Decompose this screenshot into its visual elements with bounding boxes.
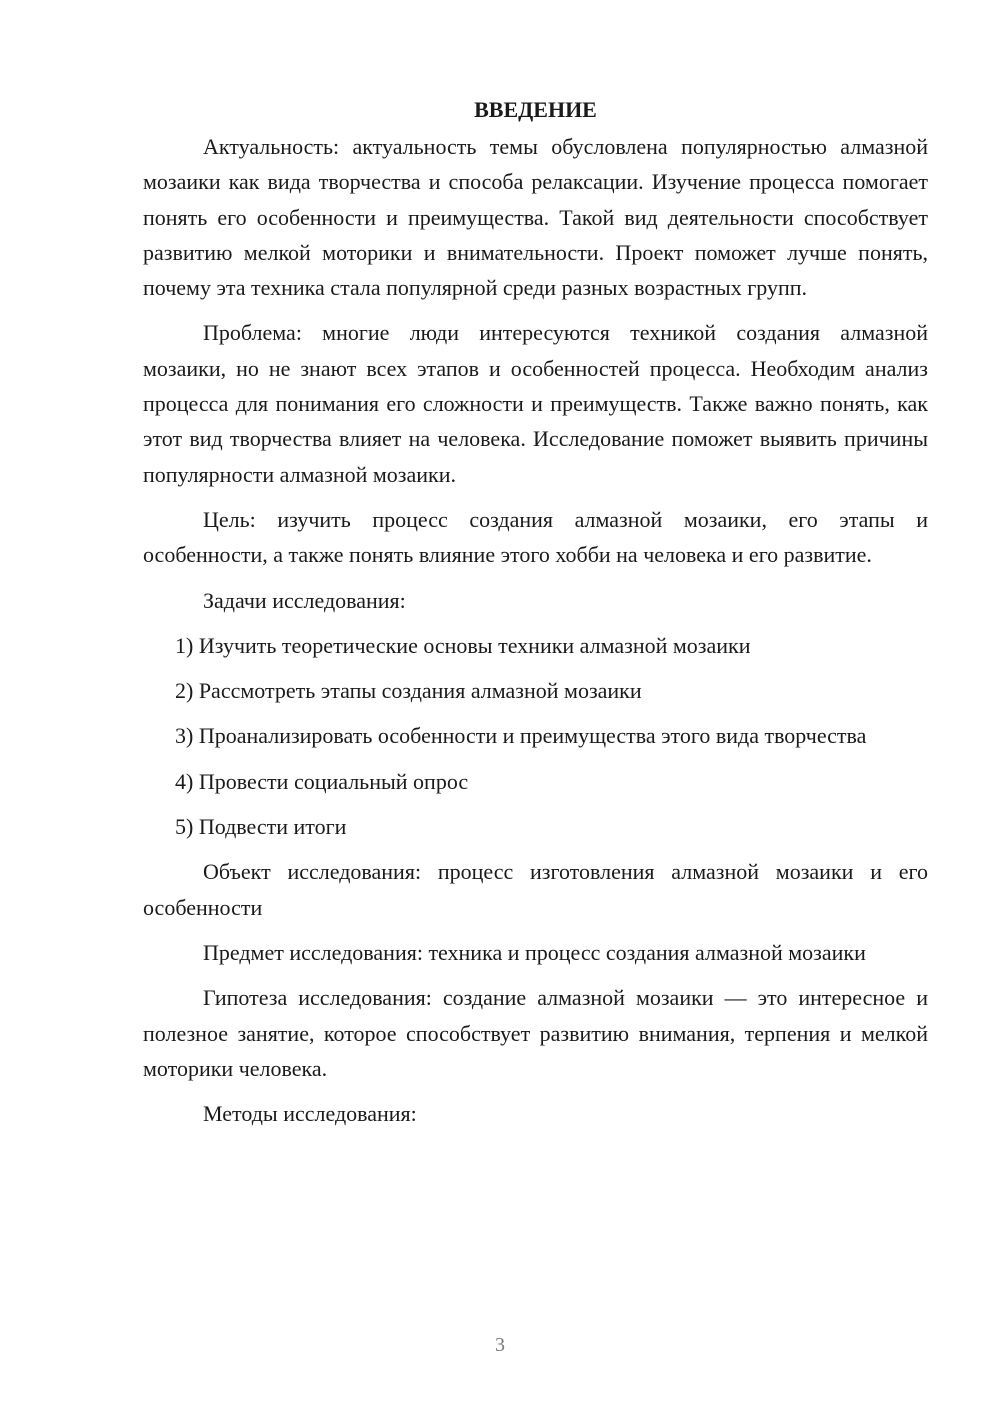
goal-paragraph: Цель: изучить процесс создания алмазной мозаики, его этапы и особенности, а также понять влияние этого хобби на человека и его развитие. — [143, 506, 928, 568]
tasks-heading: Задачи исследования: — [203, 587, 406, 613]
list-item: 5) Подвести итоги — [175, 814, 347, 840]
page-number: 3 — [495, 1334, 505, 1356]
list-item: 3) Проанализировать особенности и преимущества этого вида творчества — [175, 723, 867, 749]
problem-paragraph: Проблема: многие люди интересуются техникой создания алмазной мозаики, но не знают всех этапов и особенностей процесса. Необходим анализ процесса для понимания его сложности и преимуществ. Также важно понять, как этот вид творчества влияет на человека. Исследование поможет выявить причины популярности алмазной мозаики. — [143, 320, 928, 487]
relevance-paragraph: Актуальность: актуальность темы обусловлена популярностью алмазной мозаики как вида творчества и способа релаксации. Изучение процесса помогает понять его особенности и преимущества. Такой вид деятельности способствует развитию мелкой моторики и внимательности. Проект поможет лучше понять, почему эта техника стала популярной среди разных возрастных групп. — [143, 134, 928, 301]
object-paragraph: Объект исследования: процесс изготовления алмазной мозаики и его особенности — [143, 859, 928, 920]
list-item: 4) Провести социальный опрос — [175, 768, 469, 794]
subject-paragraph: Предмет исследования: техника и процесс создания алмазной мозаики — [203, 939, 866, 965]
list-item: 1) Изучить теоретические основы техники алмазной мозаики — [175, 632, 751, 658]
page-title: ВВЕДЕНИЕ — [474, 97, 597, 122]
methods-heading: Методы исследования: — [203, 1101, 417, 1127]
list-item: 2) Рассмотреть этапы создания алмазной мозаики — [175, 678, 642, 704]
document-page — [143, 95, 928, 1141]
hypothesis-paragraph: Гипотеза исследования: создание алмазной мозаики — это интересное и полезное занятие, которое способствует развитию внимания, терпения и мелкой моторики человека. — [143, 985, 928, 1081]
tasks-list — [143, 628, 928, 844]
